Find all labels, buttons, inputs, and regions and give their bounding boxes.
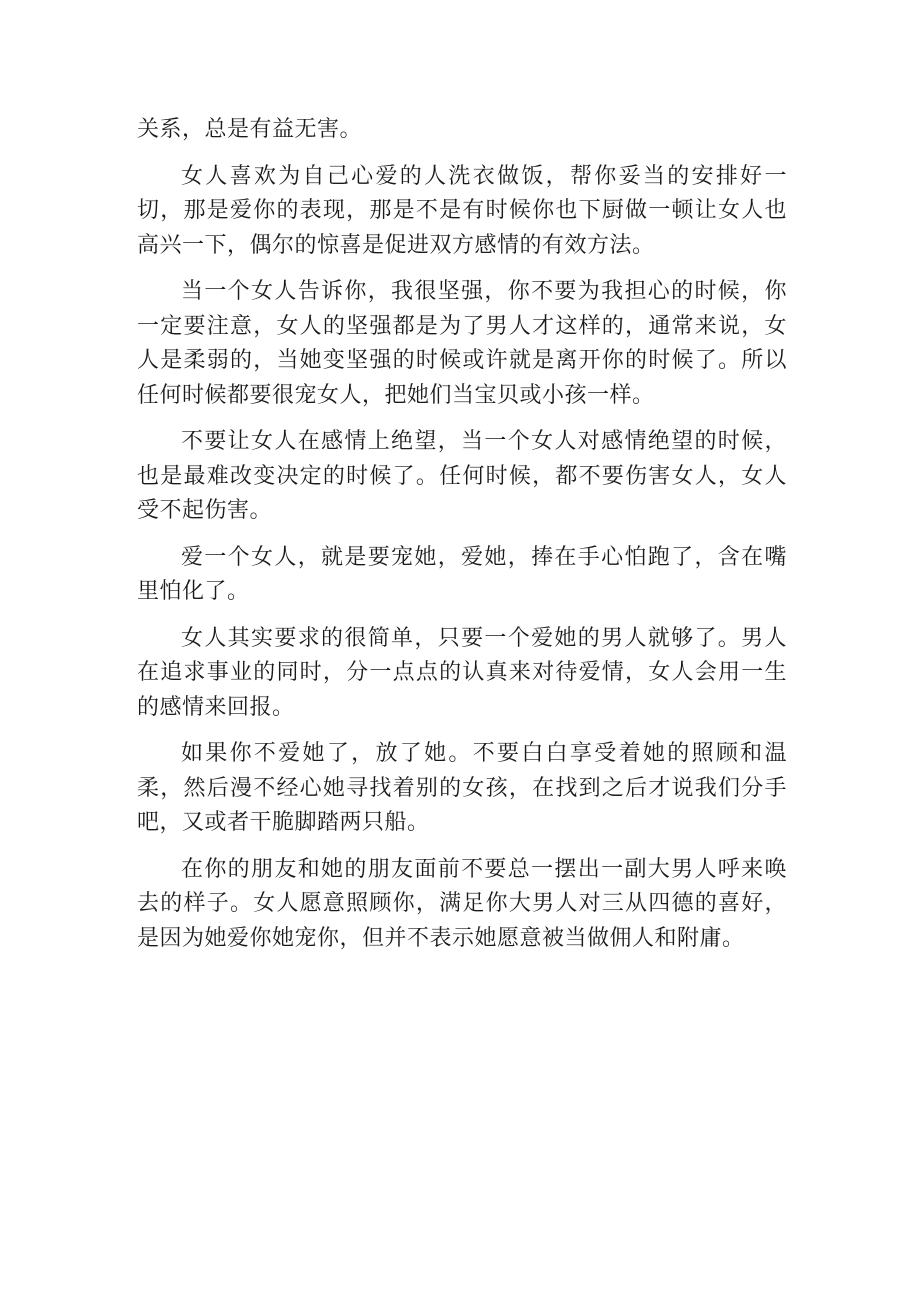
paragraph-3: 不要让女人在感情上绝望，当一个女人对感情绝望的时候，也是最难改变决定的时候了。任何时候，都不要伤害女人，女人受不起伤害。 [137, 429, 787, 523]
paragraph-5: 女人其实要求的很简单，只要一个爱她的男人就够了。男人在追求事业的同时，分一点点的认真来对待爱情，女人会用一生的感情来回报。 [137, 625, 787, 720]
paragraph-4: 爱一个女人，就是要宠她，爱她，捧在手心怕跑了，含在嘴里怕化了。 [137, 544, 787, 604]
paragraph-2: 当一个女人告诉你，我很坚强，你不要为我担心的时候，你一定要注意，女人的坚强都是为了男人才这样的，通常来说，女人是柔弱的，当她变坚强的时候或许就是离开你的时候了。所以任何时候都要很宠女人，把她们当宝贝或小孩一样。 [137, 279, 787, 408]
paragraph-gap [137, 263, 787, 275]
paragraph-gap [137, 413, 787, 425]
paragraph-0: 关系，总是有益无害。 [137, 117, 363, 142]
paragraph-gap [137, 529, 787, 541]
document-body [137, 113, 787, 956]
paragraph-1: 女人喜欢为自己心爱的人洗衣做饭，帮你妥当的安排好一切，那是爱你的表现，那是不是有时候你也下厨做一顿让女人也高兴一下，偶尔的惊喜是促进双方感情的有效方法。 [137, 163, 787, 258]
paragraph-gap [137, 610, 787, 622]
paragraph-7: 在你的朋友和她的朋友面前不要总一摆出一副大男人呼来唤去的样子。女人愿意照顾你，满足你大男人对三从四德的喜好，是因为她爱你她宠你，但并不表示她愿意被当做佣人和附庸。 [137, 856, 787, 951]
paragraph-6: 如果你不爱她了，放了她。不要白白享受着她的照顾和温柔，然后漫不经心她寻找着别的女孩，在找到之后才说我们分手吧，又或者干脆脚踏两只船。 [137, 741, 787, 835]
paragraph-gap [137, 725, 787, 737]
paragraph-gap [137, 841, 787, 853]
paragraph-gap [137, 148, 787, 160]
